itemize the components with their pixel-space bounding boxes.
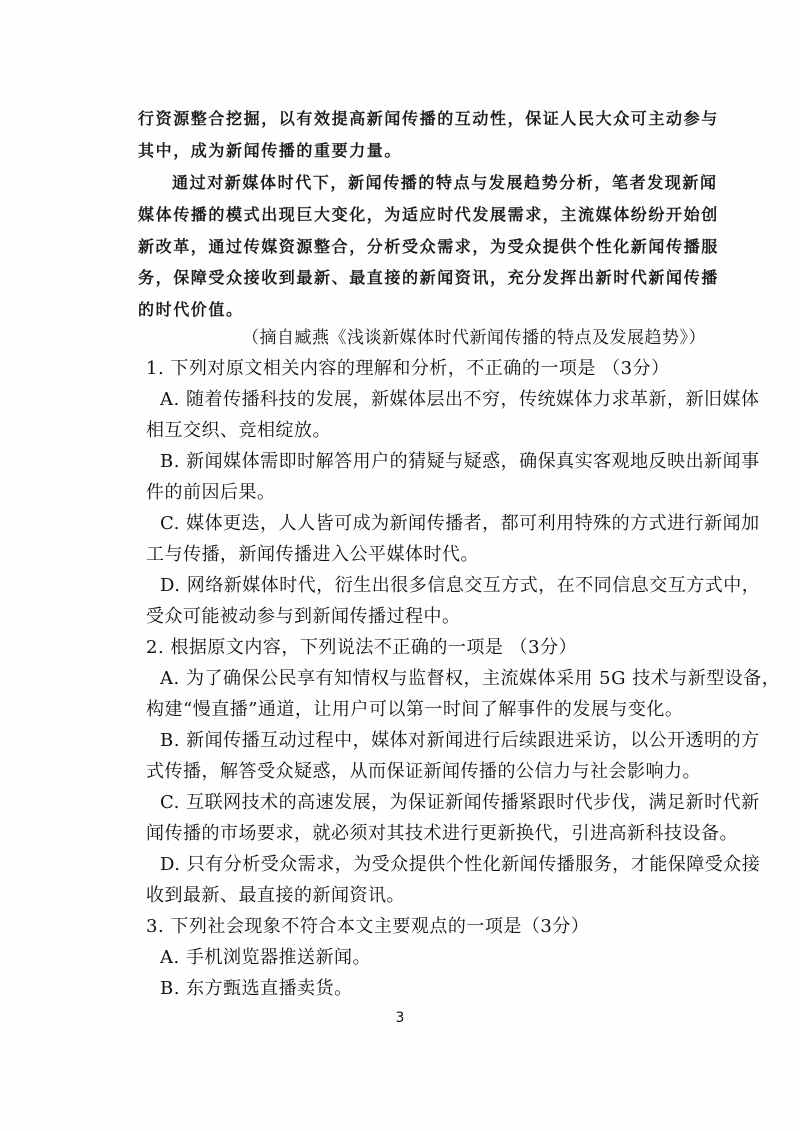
passage-line-5: 新改革，通过传媒资源整合，分析受众需求，为受众提供个性化新闻传播服 [138,237,719,256]
q2-option-d-line-2: 收到最新、最直接的新闻资讯。 [146,885,405,906]
q2-option-d-line-1: D. 只有分析受众需求，为受众提供个性化新闻传播服务，才能保障受众接 [160,854,761,875]
q1-option-a-line-1: A. 随着传播科技的发展，新媒体层出不穷，传统媒体力求革新，新旧媒体 [160,389,760,410]
question-2-stem: 2. 根据原文内容，下列说法不正确的一项是 （3分） [146,637,578,658]
q2-option-b-line-1: B. 新闻传播互动过程中，媒体对新闻进行后续跟进采访，以公开透明的方 [160,730,760,751]
q1-option-b-line-1: B. 新闻媒体需即时解答用户的猜疑与疑惑，确保真实客观地反映出新闻事 [160,451,760,472]
passage-line-4: 媒体传播的模式出现巨大变化，为适应时代发展需求，主流媒体纷纷开始创 [138,205,719,224]
q1-option-a-line-2: 相互交织、竞相绽放。 [146,420,331,441]
passage-line-2: 其中，成为新闻传播的重要力量。 [138,141,403,160]
q1-option-c-line-1: C. 媒体更迭，人人皆可成为新闻传播者，都可利用特殊的方式进行新闻加 [160,513,760,534]
q1-option-b-line-2: 件的前因后果。 [146,482,276,503]
q1-option-c-line-2: 工与传播，新闻传播进入公平媒体时代。 [146,544,479,565]
q1-option-d-line-1: D. 网络新媒体时代，衍生出很多信息交互方式，在不同信息交互方式中， [160,575,761,596]
q2-option-b-line-2: 式传播，解答受众疑惑，从而保证新闻传播的公信力与社会影响力。 [146,761,701,782]
q3-option-b: B. 东方甄选直播卖货。 [160,978,353,999]
passage-line-1: 行资源整合挖掘，以有效提高新闻传播的互动性，保证人民大众可主动参与 [138,109,719,128]
passage-citation: （摘自臧燕《浅谈新媒体时代新闻传播的特点及发展趋势》） [242,328,706,348]
q2-option-a-line-1: A. 为了确保公民享有知情权与监督权，主流媒体采用 5G 技术与新型设备， [160,668,781,689]
passage-line-3: 通过对新媒体时代下，新闻传播的特点与发展趋势分析，笔者发现新闻 [172,173,718,192]
q2-option-a-line-2: 构建“慢直播”通道，让用户可以第一时间了解事件的发展与变化。 [146,699,684,720]
q3-option-a: A. 手机浏览器推送新闻。 [160,947,371,968]
q2-option-c-line-2: 闻传播的市场要求，就必须对其技术进行更新换代，引进高新科技设备。 [146,823,738,844]
passage-line-6: 务，保障受众接收到最新、最直接的新闻资讯，充分发挥出新时代新闻传播 [138,268,719,287]
question-1-stem: 1. 下列对原文相关内容的理解和分析，不正确的一项是 （3分） [146,358,670,379]
passage-line-7: 的时代价值。 [138,300,244,319]
q2-option-c-line-1: C. 互联网技术的高速发展，为保证新闻传播紧跟时代步伐，满足新时代新 [160,792,760,813]
page-number: 3 [395,1010,405,1026]
question-3-stem: 3. 下列社会现象不符合本文主要观点的一项是（3分） [146,916,590,937]
q1-option-d-line-2: 受众可能被动参与到新闻传播过程中。 [146,606,461,627]
